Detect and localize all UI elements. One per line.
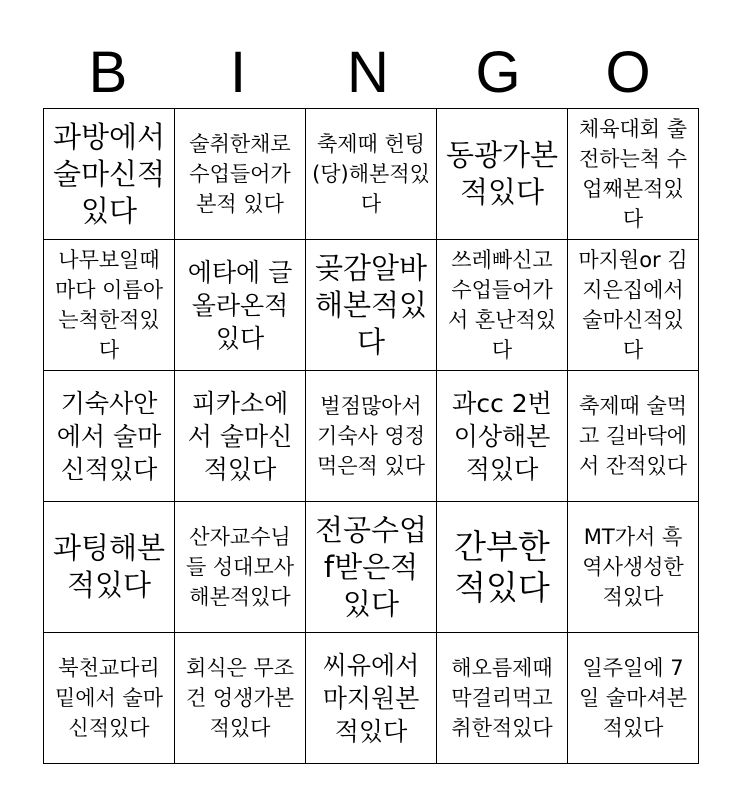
bingo-cell-text: 벌점많아서 기숙사 영정먹은적 있다 (316, 394, 426, 478)
bingo-cell-text: 과팅해본적있다 (52, 531, 166, 602)
bingo-cell[interactable] (568, 109, 699, 240)
bingo-cell[interactable] (44, 109, 175, 240)
bingo-cell-content (437, 371, 567, 501)
bingo-cell-content (306, 109, 436, 239)
bingo-cell[interactable] (175, 109, 306, 240)
bingo-cell[interactable] (568, 371, 699, 502)
bingo-cell[interactable] (306, 109, 437, 240)
bingo-cell[interactable] (437, 109, 568, 240)
bingo-cell-content (437, 502, 567, 632)
bingo-row (44, 371, 699, 502)
bingo-cell[interactable] (44, 633, 175, 764)
bingo-cell[interactable] (568, 502, 699, 633)
bingo-cell-content (568, 109, 698, 239)
bingo-cell-content (568, 633, 698, 763)
bingo-row (44, 240, 699, 371)
bingo-cell[interactable] (175, 633, 306, 764)
bingo-cell-content (44, 240, 174, 370)
bingo-row (44, 502, 699, 633)
bingo-cell-text: 곶감알바해본적있다 (314, 250, 428, 359)
bingo-row (44, 633, 699, 764)
bingo-cell-content (175, 633, 305, 763)
bingo-cell-content (568, 240, 698, 370)
bingo-cell[interactable] (306, 633, 437, 764)
bingo-cell-content (175, 240, 305, 370)
bingo-cell[interactable] (437, 240, 568, 371)
bingo-cell[interactable] (175, 371, 306, 502)
bingo-cell-text: 산자교수님들 성대모사해본적있다 (185, 525, 295, 609)
bingo-cell-text: 씨유에서 마지원본적있다 (322, 650, 420, 746)
bingo-cell-content (175, 371, 305, 501)
bingo-cell[interactable] (306, 371, 437, 502)
bingo-cell-content (44, 502, 174, 632)
bingo-cell-text: 간부한적있다 (454, 527, 550, 607)
bingo-cell-content (437, 633, 567, 763)
bingo-cell-content (437, 240, 567, 370)
bingo-cell-text: 축제때 헌팅(당)해본적있다 (312, 132, 430, 216)
bingo-cell-content (437, 109, 567, 239)
bingo-cell[interactable] (437, 371, 568, 502)
bingo-cell[interactable] (568, 633, 699, 764)
header-letter-b: B (88, 40, 128, 105)
bingo-cell-text: 나무보일때마다 이름아는척한적있다 (54, 248, 164, 362)
bingo-cell-text: 기숙사안에서 술마신적있다 (56, 388, 162, 484)
bingo-cell-text: MT가서 흑역사생성한적있다 (582, 525, 684, 609)
bingo-cell[interactable] (437, 633, 568, 764)
bingo-board (43, 108, 699, 764)
bingo-cell[interactable] (44, 371, 175, 502)
bingo-cell[interactable] (306, 502, 437, 633)
bingo-cell-text: 해오름제때 막걸리먹고 취한적있다 (451, 656, 553, 740)
bingo-cell[interactable] (175, 502, 306, 633)
bingo-cell-text: 과방에서 술마신적 있다 (52, 119, 166, 228)
bingo-cell-text: 피카소에서 술마신적있다 (187, 388, 293, 484)
bingo-cell-text: 체육대회 출전하는척 수업째본적있다 (578, 117, 688, 231)
bingo-cell-content (306, 240, 436, 370)
bingo-cell-text: 동광가본적있다 (445, 138, 559, 209)
bingo-cell-text: 마지원or 김지은집에서 술마신적있다 (578, 248, 688, 362)
bingo-cell[interactable] (437, 502, 568, 633)
bingo-cell-text: 쓰레빠신고 수업들어가서 혼난적있다 (447, 248, 557, 362)
bingo-cell-text: 에타에 글 올라온적 있다 (187, 257, 293, 353)
bingo-cell-text: 축제때 술먹고 길바닥에서 잔적있다 (578, 394, 688, 478)
bingo-cell-content (306, 502, 436, 632)
bingo-cell-content (568, 502, 698, 632)
bingo-cell-content (175, 109, 305, 239)
bingo-cell-text: 북천교다리밑에서 술마신적있다 (54, 656, 164, 740)
bingo-cell-text: 회식은 무조건 엉생가본적있다 (185, 656, 295, 740)
bingo-cell-text: 술취한채로 수업들어가본적 있다 (189, 132, 291, 216)
bingo-cell-text: 과cc 2번이상해본적있다 (452, 388, 552, 484)
bingo-cell-text: 일주일에 7일 술마셔본적있다 (578, 656, 688, 740)
bingo-cell[interactable] (44, 240, 175, 371)
bingo-cell-content (175, 502, 305, 632)
header-letter-o: O (605, 40, 651, 105)
bingo-cell-content (44, 371, 174, 501)
header-letter-n: N (347, 40, 389, 105)
bingo-cell[interactable] (175, 240, 306, 371)
bingo-header (43, 40, 693, 106)
bingo-cell[interactable] (306, 240, 437, 371)
bingo-cell-content (306, 633, 436, 763)
bingo-cell-content (568, 371, 698, 501)
bingo-board-body (44, 109, 699, 764)
bingo-row (44, 109, 699, 240)
header-letter-i: I (229, 40, 247, 105)
bingo-cell-text: 전공수업f받은적있다 (314, 512, 428, 621)
bingo-cell-content (44, 109, 174, 239)
bingo-cell[interactable] (44, 502, 175, 633)
bingo-cell-content (306, 371, 436, 501)
header-letter-g: G (475, 40, 521, 105)
bingo-cell[interactable] (568, 240, 699, 371)
bingo-cell-content (44, 633, 174, 763)
